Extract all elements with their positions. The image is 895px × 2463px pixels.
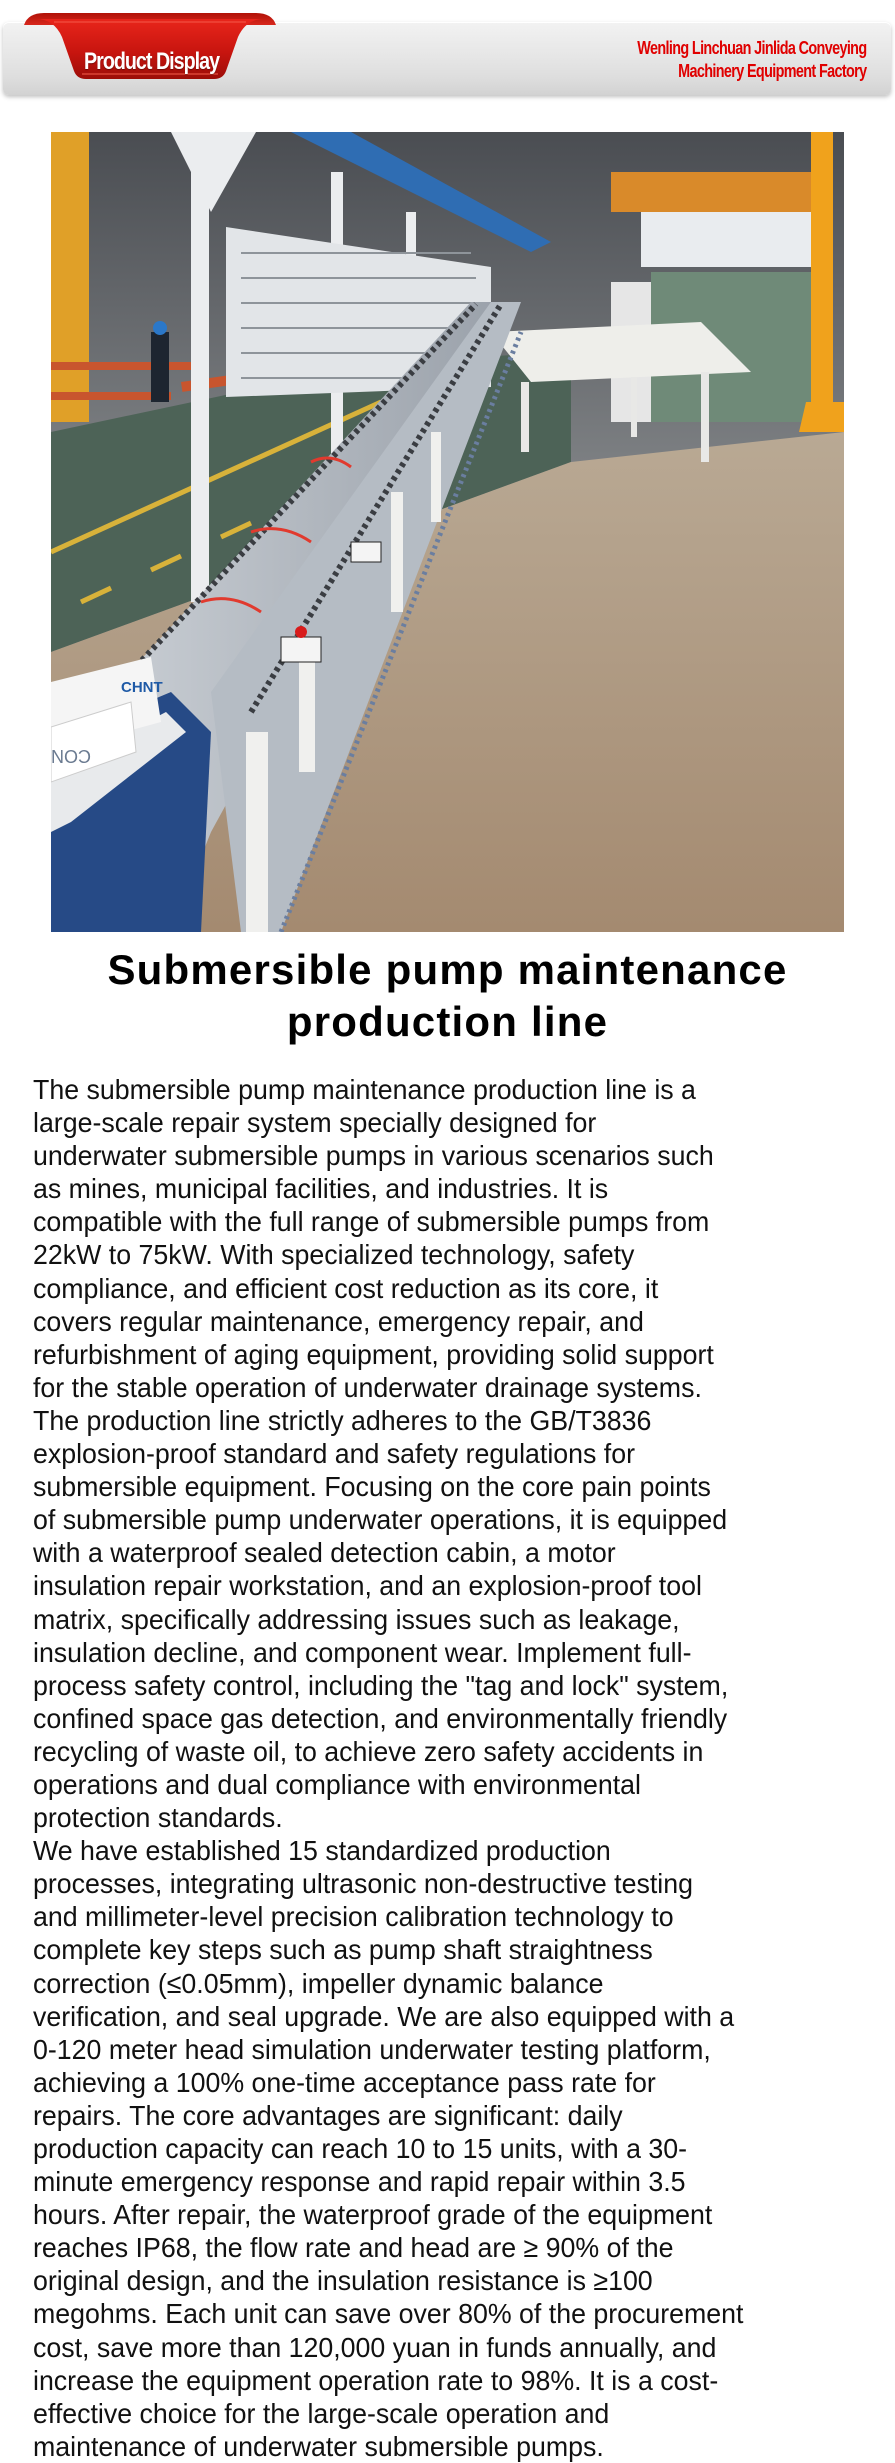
description-line: operations and dual compliance with environmental <box>33 1768 641 1800</box>
carton-label-2: CON <box>51 746 91 766</box>
description-line: We have established 15 standardized production <box>33 1835 611 1867</box>
description-line: insulation repair workstation, and an explosion-proof tool <box>33 1570 702 1602</box>
description-line: insulation decline, and component wear. Implement full- <box>33 1636 692 1668</box>
description-line: correction (≤0.05mm), impeller dynamic balance <box>33 1967 604 1999</box>
description-line: of submersible pump underwater operations, it is equipped <box>33 1504 728 1536</box>
description-line: The submersible pump maintenance production line is a <box>33 1074 696 1105</box>
product-display-ribbon <box>14 11 286 81</box>
description-line: production capacity can reach 10 to 15 units, with a 30- <box>33 2133 688 2164</box>
description-line: maintenance of underwater submersible pumps. <box>33 2430 604 2462</box>
product-photo <box>51 132 844 932</box>
company-name-line-2: Machinery Equipment Factory <box>677 61 866 81</box>
description-line: as mines, municipal facilities, and industries. It is <box>33 1173 609 1205</box>
description-line: compatible with the full range of submersible pumps from <box>33 1206 710 1238</box>
description-line: achieving a 100% one-time acceptance pass rate for <box>33 2066 656 2098</box>
description-line: refurbishment of aging equipment, providing solid support <box>33 1338 714 1370</box>
description-line: with a waterproof sealed detection cabin, a motor <box>33 1537 616 1569</box>
page-title-line-2: production line <box>286 998 609 1045</box>
description-line: for the stable operation of underwater drainage systems. <box>33 1371 702 1403</box>
description-line: verification, and seal upgrade. We are also equipped with a <box>33 2000 735 2032</box>
description-line: cost, save more than 120,000 yuan in funds annually, and <box>33 2331 717 2363</box>
description-line: 22kW to 75kW. With specialized technology, safety <box>33 1239 635 1271</box>
description-line: large-scale repair system specially designed for <box>33 1107 597 1139</box>
company-name-line-1: Wenling Linchuan Jinlida Conveying <box>636 38 866 58</box>
description-line: compliance, and efficient cost reduction as its core, it <box>33 1272 659 1304</box>
production-line-photo-illustration <box>51 132 844 932</box>
description-line: explosion-proof standard and safety regulations for <box>33 1438 636 1470</box>
description-line: underwater submersible pumps in various scenarios such <box>33 1140 714 1172</box>
ribbon-label: Product Display <box>84 48 220 75</box>
description-line: protection standards. <box>33 1802 283 1834</box>
description-line: matrix, specifically addressing issues such as leakage, <box>33 1603 680 1635</box>
description-line: The production line strictly adheres to the GB/T3836 <box>33 1404 652 1436</box>
product-description <box>33 1073 873 2463</box>
description-line: hours. After repair, the waterproof grade of the equipment <box>33 2199 713 2231</box>
description-line: increase the equipment operation rate to 98%. It is a cost- <box>33 2364 719 2396</box>
description-line: original design, and the insulation resistance is ≥100 <box>33 2265 653 2297</box>
description-line: megohms. Each unit can save over 80% of the procurement <box>33 2298 744 2330</box>
description-line: recycling of waste oil, to achieve zero safety accidents in <box>33 1735 704 1767</box>
description-line: processes, integrating ultrasonic non-destructive testing <box>33 1868 693 1900</box>
company-name <box>580 37 867 83</box>
page-title-line-1: Submersible pump maintenance <box>107 946 788 993</box>
description-line: covers regular maintenance, emergency repair, and <box>33 1305 644 1337</box>
description-line: effective choice for the large-scale operation and <box>33 2397 610 2429</box>
description-line: 0-120 meter head simulation underwater testing platform, <box>33 2033 711 2065</box>
description-line: reaches IP68, the flow rate and head are ≥ 90% of the <box>33 2232 674 2264</box>
description-line: repairs. The core advantages are significant: daily <box>33 2099 623 2131</box>
page-title <box>0 944 895 1048</box>
description-line: and millimeter-level precision calibration technology to <box>33 1901 674 1933</box>
description-line: confined space gas detection, and environmentally friendly <box>33 1702 728 1734</box>
description-line: submersible equipment. Focusing on the core pain points <box>33 1471 711 1503</box>
description-line: minute emergency response and rapid repair within 3.5 <box>33 2166 686 2198</box>
description-line: process safety control, including the "tag and lock" system, <box>33 1669 729 1701</box>
carton-brand-label: CHNT <box>121 679 163 696</box>
description-line: complete key steps such as pump shaft straightness <box>33 1934 653 1966</box>
